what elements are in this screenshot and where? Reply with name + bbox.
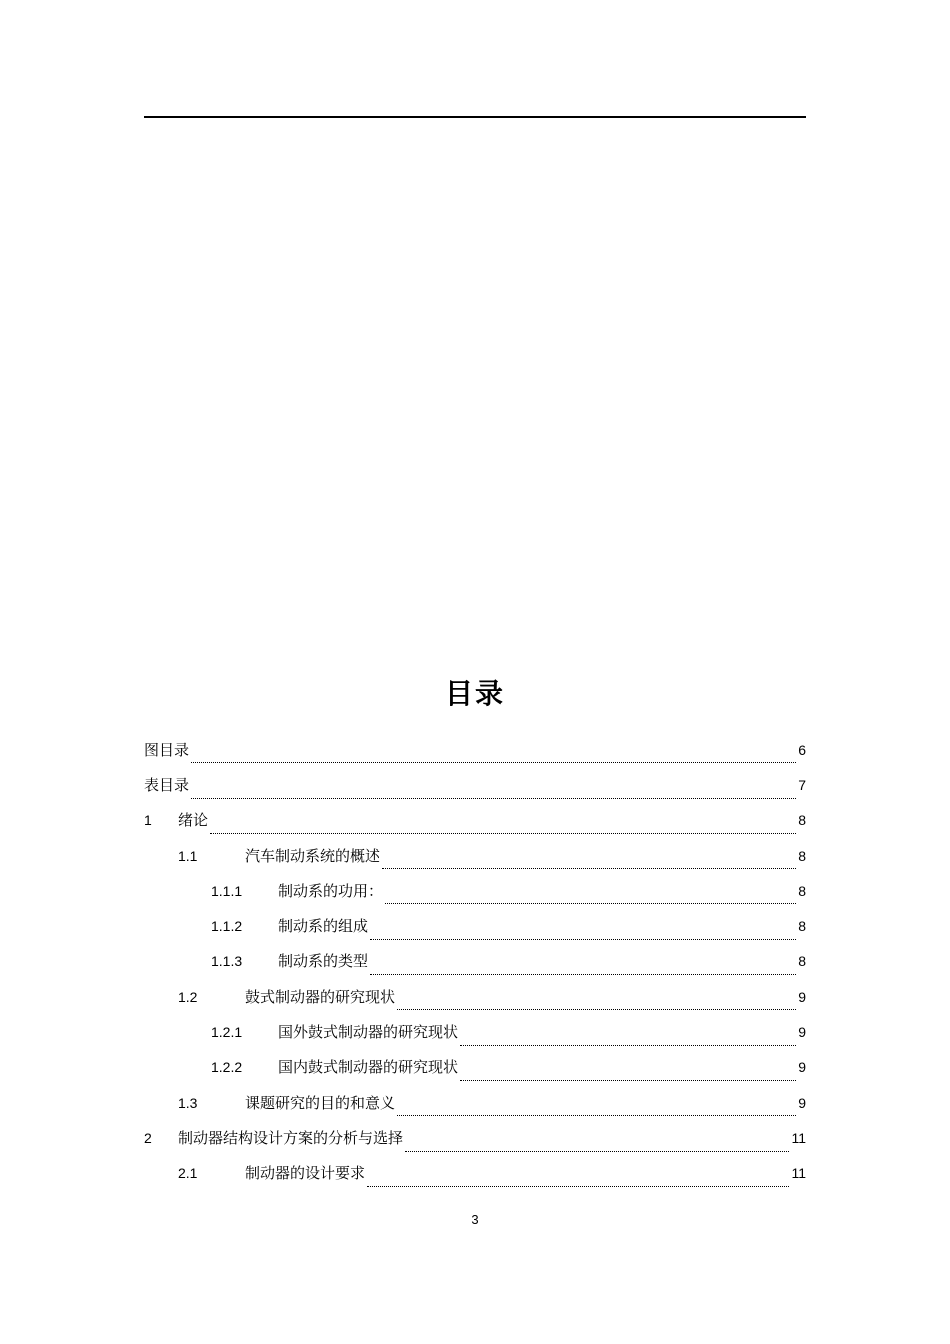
toc-dot-leader: [460, 1027, 796, 1046]
toc-entry[interactable]: [144, 1156, 806, 1191]
toc-entry-number: 1.1.1: [211, 882, 243, 899]
toc-entry-page: 6: [798, 741, 806, 758]
toc-entry-label: 鼓式制动器的研究现状: [245, 987, 396, 1006]
toc-entry-label: 制动系的类型: [278, 952, 369, 971]
toc-entry-label: 制动系的功用：: [278, 881, 384, 900]
page-number: 3: [471, 1212, 479, 1227]
toc-entry-label: 制动系的组成: [278, 917, 369, 936]
toc-entry[interactable]: [144, 1085, 806, 1120]
toc-entry-number: 2.1: [178, 1165, 198, 1182]
toc-entry-page: 8: [798, 812, 806, 829]
toc-entry-number: 1.1.2: [211, 918, 243, 935]
toc-entry-number: 1.2.2: [211, 1059, 243, 1076]
toc-entry-number: 1.2.1: [211, 1024, 243, 1041]
toc-dot-leader: [397, 991, 796, 1010]
toc-entry-label: 图目录: [144, 740, 190, 759]
toc-entry-page: 11: [791, 1129, 806, 1146]
toc-entry[interactable]: [144, 803, 806, 838]
header-rule: [144, 116, 806, 118]
table-of-contents: [144, 732, 806, 1191]
toc-entry-number: 1.1.3: [211, 953, 243, 970]
toc-dot-leader: [382, 850, 796, 869]
toc-entry[interactable]: [144, 873, 806, 908]
toc-title: 目录: [444, 677, 505, 710]
toc-dot-leader: [370, 956, 796, 975]
toc-entry-page: 8: [798, 847, 806, 864]
toc-entry-label: 制动器的设计要求: [245, 1164, 366, 1183]
toc-dot-leader: [460, 1062, 796, 1081]
toc-entry-label: 课题研究的目的和意义: [245, 1093, 396, 1112]
toc-entry-number: 1.1: [178, 847, 198, 864]
toc-entry-page: 8: [798, 918, 806, 935]
toc-dot-leader: [210, 815, 796, 834]
toc-entry-page: 9: [798, 1059, 806, 1076]
toc-dot-leader: [405, 1133, 789, 1152]
toc-dot-leader: [367, 1168, 789, 1187]
toc-entry[interactable]: [144, 908, 806, 943]
toc-entry-label: 国外鼓式制动器的研究现状: [278, 1023, 459, 1042]
toc-entry-page: 11: [791, 1165, 806, 1182]
toc-dot-leader: [370, 921, 796, 940]
toc-dot-leader: [191, 744, 796, 763]
toc-entry[interactable]: [144, 944, 806, 979]
toc-entry-number: 1.3: [178, 1094, 198, 1111]
toc-entry[interactable]: [144, 838, 806, 873]
toc-entry-number: 1.2: [178, 988, 198, 1005]
toc-dot-leader: [397, 1097, 796, 1116]
toc-entry[interactable]: [144, 732, 806, 767]
toc-entry-label: 绪论: [178, 811, 209, 830]
toc-entry-number: 1: [144, 812, 152, 829]
toc-dot-leader: [191, 780, 796, 799]
toc-entry[interactable]: [144, 1014, 806, 1049]
toc-entry-label: 国内鼓式制动器的研究现状: [278, 1058, 459, 1077]
toc-entry[interactable]: [144, 979, 806, 1014]
toc-entry[interactable]: [144, 1120, 806, 1155]
toc-entry-page: 9: [798, 988, 806, 1005]
toc-entry-label: 制动器结构设计方案的分析与选择: [178, 1128, 404, 1147]
toc-entry-page: 8: [798, 953, 806, 970]
toc-entry-page: 9: [798, 1024, 806, 1041]
toc-entry-page: 7: [798, 776, 806, 793]
toc-entry-label: 表目录: [144, 775, 190, 794]
toc-dot-leader: [385, 885, 796, 904]
toc-entry-label: 汽车制动系统的概述: [245, 846, 381, 865]
toc-entry[interactable]: [144, 1050, 806, 1085]
toc-entry-page: 9: [798, 1094, 806, 1111]
toc-entry[interactable]: [144, 767, 806, 802]
toc-entry-number: 2: [144, 1129, 152, 1146]
toc-entry-page: 8: [798, 882, 806, 899]
